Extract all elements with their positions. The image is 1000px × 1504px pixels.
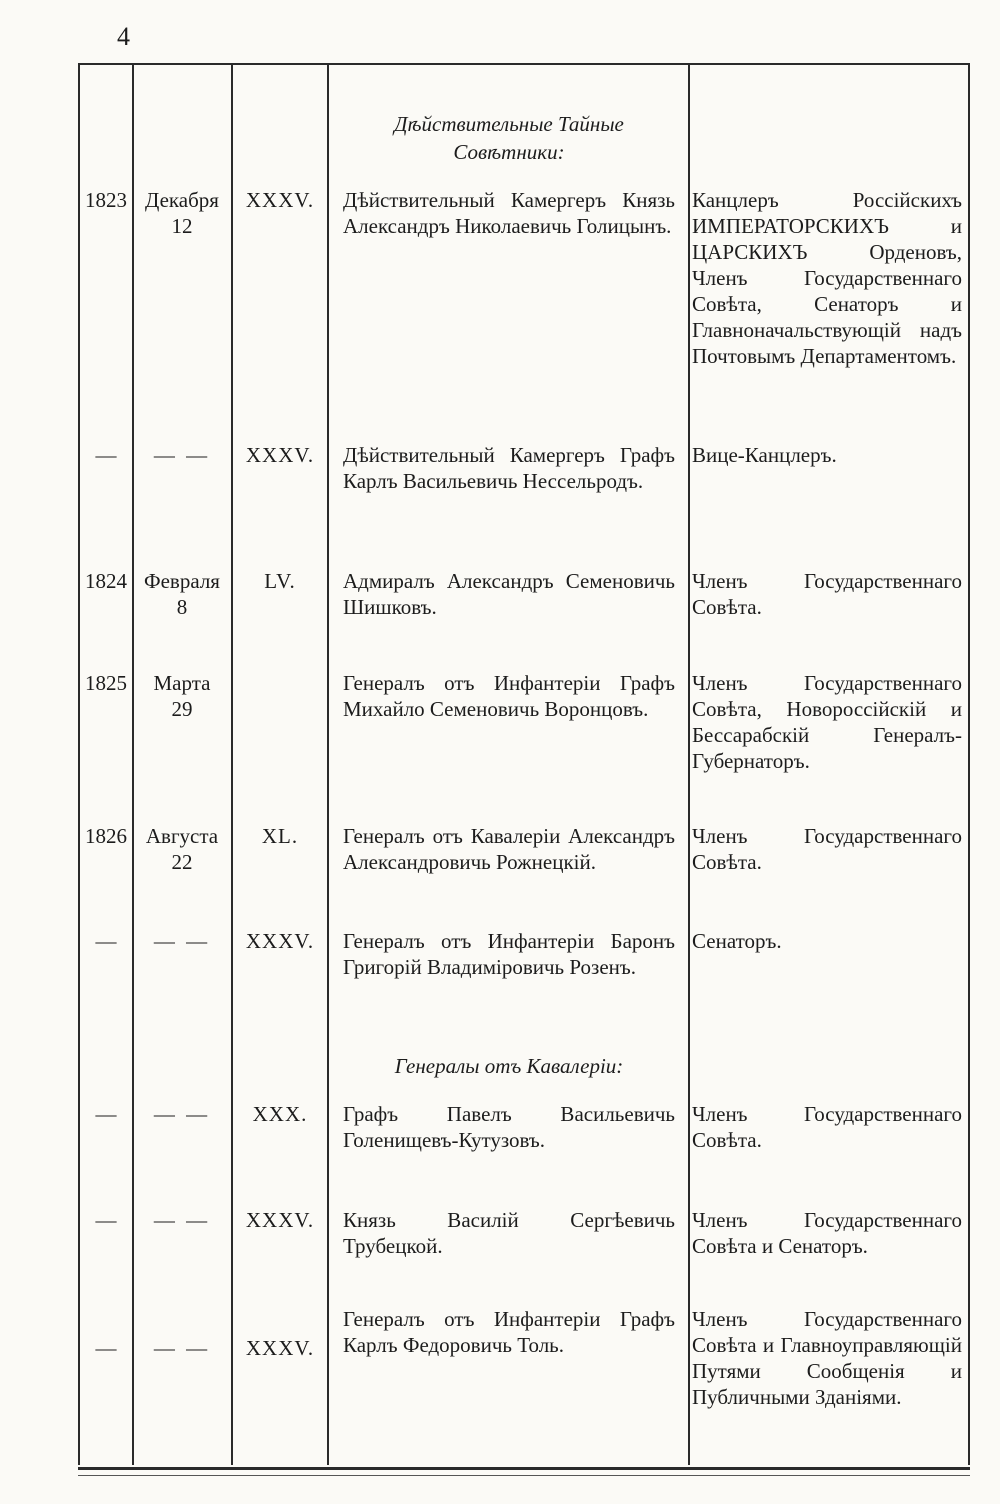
date-cell: — — — [153, 929, 211, 953]
year-cell: — — [95, 1102, 117, 1126]
date-cell: — — — [153, 1336, 211, 1360]
page-number: 4 — [117, 22, 130, 51]
class-cell: XXXV. — [245, 1336, 315, 1360]
date-cell: — — — [153, 1208, 211, 1232]
date-cell: Марта 29 — [153, 671, 211, 721]
class-cell: LV. — [264, 569, 296, 593]
year-cell: — — [95, 443, 117, 467]
position-cell: Членъ Государственнаго Совѣта. — [692, 569, 962, 619]
year-cell: 1825 — [85, 671, 127, 695]
name-cell: Адмиралъ Александръ Семеновичь Шишковъ. — [343, 569, 675, 619]
class-cell: XL. — [261, 824, 299, 848]
year-cell: 1823 — [85, 188, 127, 212]
position-cell: Вице-Канцлеръ. — [692, 443, 837, 467]
position-cell: Членъ Государственнаго Совѣта. — [692, 1102, 962, 1152]
position-cell: Сенаторъ. — [692, 929, 782, 953]
name-cell: Дѣйствительный Камергеръ Графъ Карлъ Васильевичь Нессельродъ. — [343, 443, 675, 493]
class-cell: XXXV. — [245, 1208, 315, 1232]
year-cell: 1826 — [85, 824, 127, 848]
class-cell: XXX. — [252, 1102, 308, 1126]
name-cell: Графъ Павелъ Васильевичь Голенищевъ-Кутузовъ. — [343, 1102, 675, 1152]
date-cell: Декабря 12 — [145, 188, 219, 238]
position-cell: Членъ Государственнаго Совѣта, Новороссійскій и Бессарабскій Генералъ-Губернаторъ. — [692, 671, 962, 773]
year-cell: — — [95, 1336, 117, 1360]
section-heading-privy-councillors: Дѣйствительные Тайные Совѣтники: — [394, 112, 624, 164]
date-cell: Августа 22 — [145, 824, 219, 874]
column-rule — [78, 63, 80, 1465]
year-cell: 1824 — [85, 569, 127, 593]
column-rule — [968, 63, 970, 1465]
year-cell: — — [95, 1208, 117, 1232]
name-cell: Дѣйствительный Камергеръ Князь Александръ Николаевичь Голицынъ. — [343, 188, 675, 238]
year-cell: — — [95, 929, 117, 953]
position-cell: Членъ Государственнаго Совѣта и Сенаторъ. — [692, 1208, 962, 1258]
column-rule — [231, 63, 233, 1465]
date-cell: — — — [153, 1102, 211, 1126]
date-cell: Февраля 8 — [144, 569, 220, 619]
name-cell: Генералъ отъ Кавалеріи Александръ Александровичь Рожнецкій. — [343, 824, 675, 874]
position-cell: Канцлеръ Россійскихъ ИМПЕРАТОРСКИХЪ и ЦАРСКИХЪ Орденовъ, Членъ Государственнаго Совѣта, Сенаторъ и Главноначальствующій надъ Почтовымъ Департаментомъ. — [692, 188, 962, 368]
class-cell: XXXV. — [245, 443, 315, 467]
date-cell: — — — [153, 443, 211, 467]
name-cell: Генералъ отъ Инфантеріи Графъ Карлъ Федоровичь Толь. — [343, 1307, 675, 1357]
name-cell: Генералъ отъ Инфантеріи Баронъ Григорій Владиміровичь Розенъ. — [343, 929, 675, 979]
column-rule — [132, 63, 134, 1465]
column-rule — [688, 63, 690, 1465]
position-cell: Членъ Государственнаго Совѣта. — [692, 824, 962, 874]
section-heading-cavalry-generals: Генералы отъ Кавалеріи: — [394, 1054, 624, 1078]
name-cell: Генералъ отъ Инфантеріи Графъ Михайло Семеновичь Воронцовъ. — [343, 671, 675, 721]
class-cell: XXXV. — [245, 929, 315, 953]
column-rule — [327, 63, 329, 1465]
class-cell: XXXV. — [245, 188, 315, 212]
position-cell: Членъ Государственнаго Совѣта и Главноуправляющій Путями Сообщенія и Публичными Зданіями. — [692, 1307, 962, 1409]
name-cell: Князь Василій Сергѣевичь Трубецкой. — [343, 1208, 675, 1258]
